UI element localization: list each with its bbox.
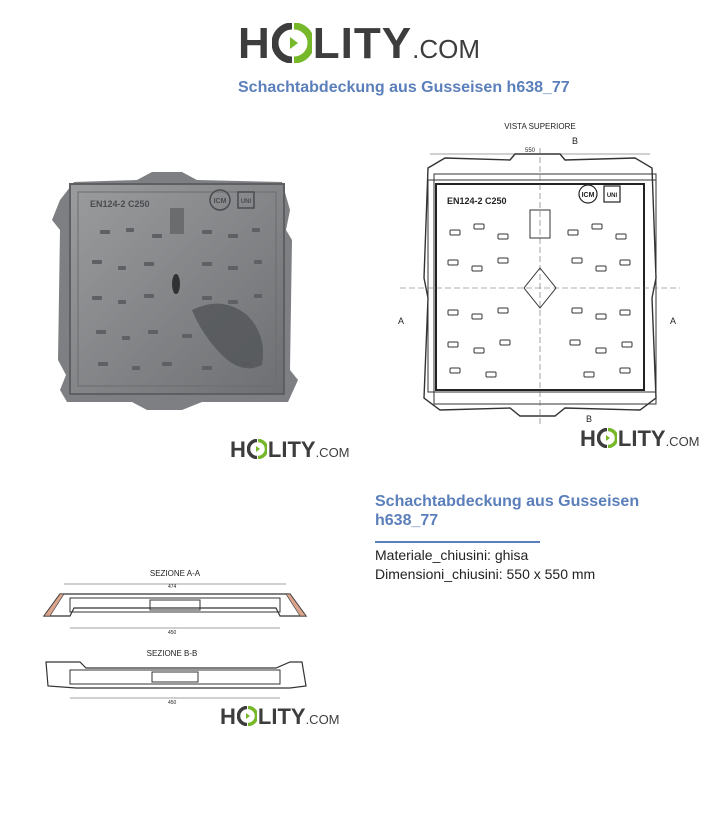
logo-letters-lity: LITY — [617, 426, 666, 451]
holity-logo-sections[interactable] — [220, 704, 340, 730]
logo-domain: .COM — [665, 434, 700, 449]
logo-o-icon — [237, 706, 257, 726]
section-bb-caption: SEZIONE B-B — [146, 649, 198, 658]
section-a-right: A — [670, 316, 677, 326]
section-aa-dim-bottom: 450 — [168, 630, 177, 636]
section-aa-caption: SEZIONE A-A — [149, 569, 201, 578]
section-b-bottom: B — [586, 414, 593, 424]
page-title: Schachtabdeckung aus Gusseisen h638_77 — [238, 79, 570, 96]
spec-dimensions: Dimensioni_chiusini: 550 x 550 mm — [375, 566, 596, 582]
logo-letters-lity: LITY — [257, 704, 306, 729]
drawing-top-view — [390, 118, 690, 433]
logo-letter-h: H — [220, 704, 236, 729]
logo-o-icon — [272, 23, 312, 63]
product-photo — [52, 170, 302, 415]
section-a-left: A — [398, 316, 405, 326]
logo-domain: .COM — [315, 445, 350, 460]
section-b-top: B — [572, 136, 579, 146]
drawing-section-bb — [40, 646, 310, 708]
logo-letters-lity: LITY — [312, 19, 413, 68]
title-divider — [375, 541, 540, 543]
photo-cover-mark: EN124-2 C250 — [90, 199, 150, 209]
photo-badge-uni: UNI — [240, 199, 252, 205]
product-title: Schachtabdeckung aus Gusseisen h638_77 — [375, 493, 640, 529]
spec-material: Materiale_chiusini: ghisa — [375, 547, 529, 563]
logo-o-icon — [597, 428, 617, 448]
drawing-caption: VISTA SUPERIORE — [504, 122, 576, 131]
logo-domain: .COM — [412, 34, 480, 64]
logo-letter-h: H — [230, 437, 246, 462]
drawing-badge-icm: ICM — [581, 192, 595, 199]
drawing-section-aa — [40, 566, 310, 636]
logo-o-icon — [247, 439, 267, 459]
logo-letter-h: H — [580, 426, 596, 451]
section-bb-dim-bottom: 450 — [168, 700, 177, 706]
holity-logo-photo[interactable] — [230, 437, 350, 463]
drawing-dim: 550 — [525, 148, 536, 154]
logo-domain: .COM — [305, 712, 340, 727]
drawing-badge-uni: UNI — [606, 193, 618, 199]
drawing-cover-mark: EN124-2 C250 — [447, 196, 507, 206]
photo-badge-icm: ICM — [213, 198, 227, 205]
holity-logo[interactable] — [238, 18, 480, 69]
logo-letters-lity: LITY — [267, 437, 316, 462]
holity-logo-drawing[interactable] — [580, 426, 700, 452]
logo-letter-h: H — [238, 19, 271, 68]
section-aa-dim-top: 474 — [168, 584, 177, 590]
